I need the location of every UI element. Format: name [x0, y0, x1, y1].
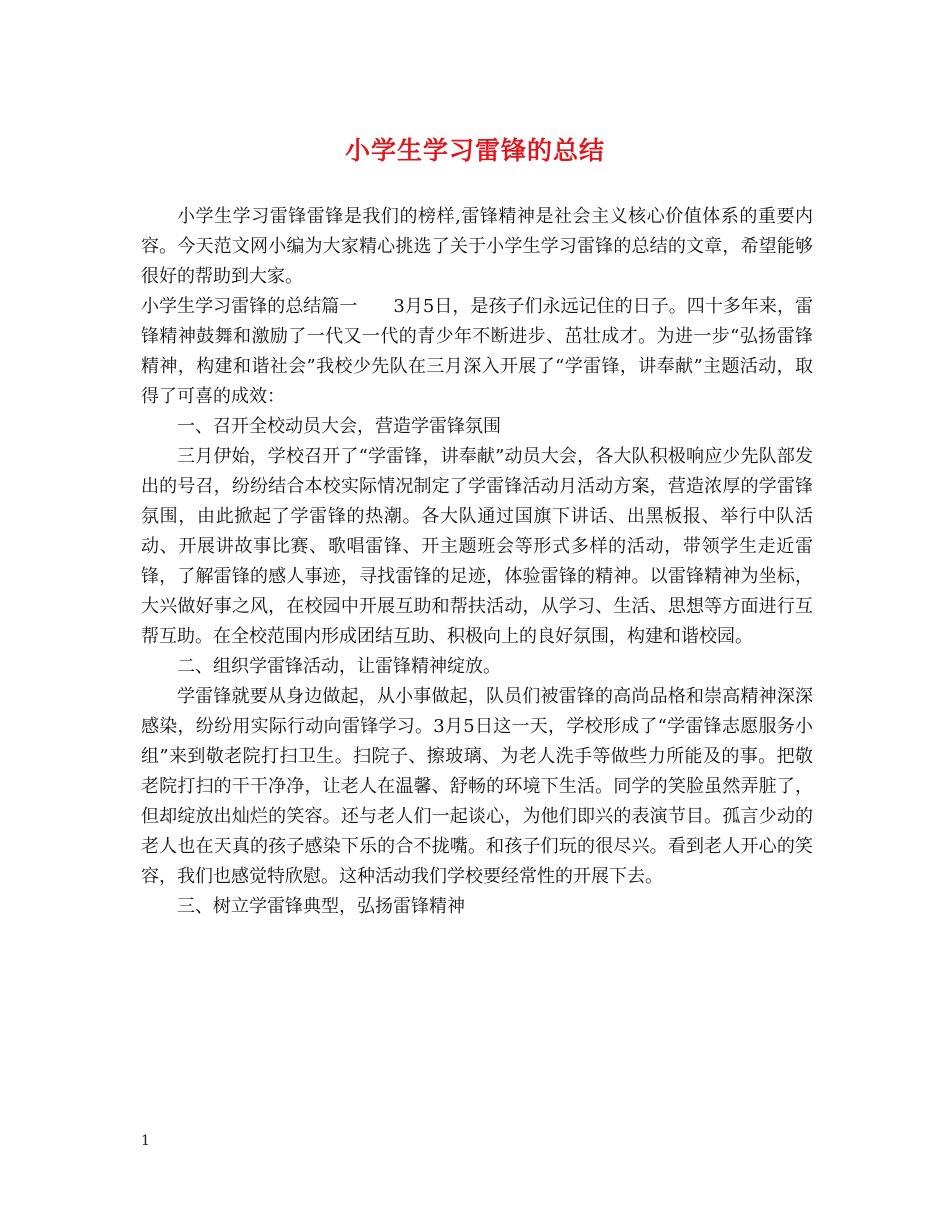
section-one-paragraph	[141, 292, 813, 412]
section-one-text: 3月5日，是孩子们永远记住的日子。四十多年来，雷锋精神鼓舞和激励了一代又一代的青少年不断进步、茁壮成才。为进一步“弘扬雷锋精神，构建和谐社会”我校少先队在三月深入开展了“学雷锋，讲奉献”主题活动，取得了可喜的成效：	[141, 296, 813, 407]
paragraph-assembly: 三月伊始，学校召开了“学雷锋，讲奉献”动员大会，各大队积极响应少先队部发出的号召，纷纷结合本校实际情况制定了学雷锋活动月活动方案，营造浓厚的学雷锋氛围，由此掀起了学雷锋的热潮。各大队通过国旗下讲话、出黑板报、举行中队活动、开展讲故事比赛、歌唱雷锋、开主题班会等形式多样的活动，带领学生走近雷锋，了解雷锋的感人事迹，寻找雷锋的足迹，体验雷锋的精神。以雷锋精神为坐标，大兴做好事之风，在校园中开展互助和帮扶活动，从学习、生活、思想等方面进行互帮互助。在全校范围内形成团结互助、积极向上的良好氛围，构建和谐校园。	[141, 446, 813, 647]
heading-one: 一、召开全校动员大会，营造学雷锋氛围	[177, 416, 501, 437]
paragraph-activity: 学雷锋就要从身边做起，从小事做起，队员们被雷锋的高尚品格和崇高精神深深感染，纷纷用实际行动向雷锋学习。3月5日这一天，学校形成了“学雷锋志愿服务小组”来到敬老院打扫卫生。扫院子、擦玻璃、为老人洗手等做些力所能及的事。把敬老院打扫的干干净净，让老人在温馨、舒畅的环境下生活。同学的笑脸虽然弄脏了，但却绽放出灿烂的笑容。还与老人们一起谈心，为他们即兴的表演节目。孤言少动的老人也在天真的孩子感染下乐的合不拢嘴。和孩子们玩的很尽兴。看到老人开心的笑容，我们也感觉特欣慰。这种活动我们学校要经常性的开展下去。	[141, 686, 813, 887]
document-body	[141, 202, 813, 922]
heading-two: 二、组织学雷锋活动，让雷锋精神绽放。	[177, 656, 501, 677]
section-lead: 小学生学习雷锋的总结篇一	[141, 296, 358, 317]
intro-paragraph: 小学生学习雷锋雷锋是我们的榜样,雷锋精神是社会主义核心价值体系的重要内容。今天范文网小编为大家精心挑选了关于小学生学习雷锋的总结的文章，希望能够很好的帮助到大家。	[141, 206, 813, 287]
heading-three: 三、树立学雷锋典型，弘扬雷锋精神	[177, 896, 465, 917]
page-number: 1	[141, 1133, 150, 1149]
document-title: 小学生学习雷锋的总结	[344, 136, 605, 165]
